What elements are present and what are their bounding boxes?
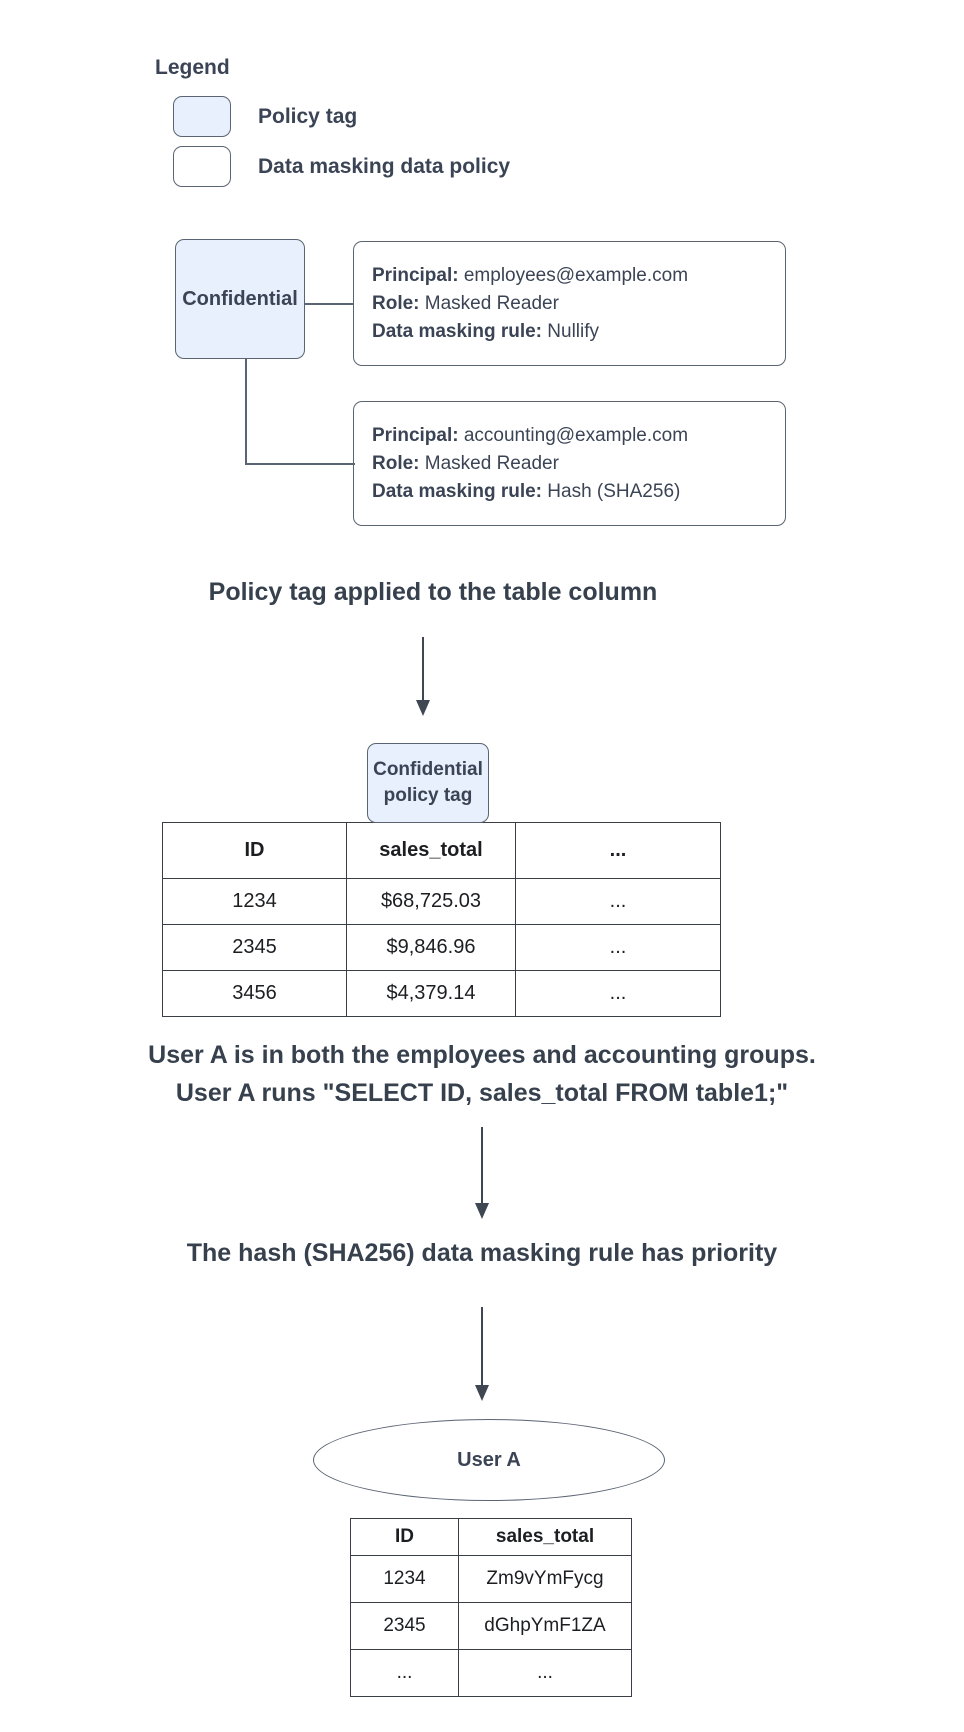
- source-table-header-sales-total: sales_total: [347, 823, 516, 879]
- user-a-node: [313, 1419, 665, 1501]
- source-table: [162, 822, 721, 1017]
- result-table-header-row: [351, 1519, 632, 1556]
- legend-swatch-data-policy: [173, 146, 231, 187]
- arrow-down-2-line: [481, 1127, 483, 1204]
- heading-user-groups-line2: User A runs "SELECT ID, sales_total FROM table1;": [175, 1079, 789, 1107]
- heading-policy-tag-applied: Policy tag applied to the table column: [208, 578, 658, 606]
- source-table-header-more: ...: [516, 823, 721, 879]
- data-policy-box-employees: [353, 241, 786, 366]
- heading-user-groups: [0, 1036, 964, 1112]
- policy-tag-node-label: Confidential: [182, 287, 298, 310]
- policy-tag-node-confidential: [175, 239, 305, 359]
- source-table-header-id: ID: [163, 823, 347, 879]
- confidential-policy-tag-label: Confidential policy tag: [373, 759, 483, 806]
- data-policy-box-accounting: [353, 401, 786, 526]
- policy-role-line: Role: Masked Reader: [372, 452, 559, 474]
- result-table: [350, 1518, 632, 1697]
- result-table-row: 2345 dGhpYmF1ZA: [351, 1603, 632, 1650]
- connector-confidential-to-employees: [304, 303, 353, 305]
- policy-role-line: Role: Masked Reader: [372, 292, 559, 314]
- policy-rule-line: Data masking rule: Hash (SHA256): [372, 480, 681, 502]
- arrow-down-1-line: [422, 637, 424, 701]
- arrow-down-3-line: [481, 1307, 483, 1386]
- policy-principal-line: Principal: employees@example.com: [372, 264, 689, 286]
- result-table-row: 1234 Zm9vYmFycg: [351, 1556, 632, 1603]
- source-table-row: 2345 $9,846.96 ...: [163, 925, 721, 971]
- result-table-row: ... ...: [351, 1650, 632, 1697]
- result-table-header-sales-total: sales_total: [459, 1519, 632, 1556]
- user-a-label: User A: [457, 1448, 521, 1471]
- legend-swatch-policy-tag: [173, 96, 231, 137]
- heading-user-groups-line1: User A is in both the employees and accounting groups.: [148, 1041, 816, 1069]
- legend-label-policy-tag: Policy tag: [258, 105, 358, 128]
- legend-label-data-policy: Data masking data policy: [258, 155, 511, 178]
- result-table-header-id: ID: [351, 1519, 459, 1556]
- heading-hash-priority: The hash (SHA256) data masking rule has priority: [186, 1239, 778, 1267]
- policy-principal-line: Principal: accounting@example.com: [372, 424, 689, 446]
- arrow-down-1-head: [416, 700, 430, 716]
- confidential-policy-tag-badge: [367, 743, 489, 823]
- connector-confidential-to-accounting: [245, 463, 355, 465]
- source-table-row: 1234 $68,725.03 ...: [163, 879, 721, 925]
- source-table-row: 3456 $4,379.14 ...: [163, 971, 721, 1017]
- policy-rule-line: Data masking rule: Nullify: [372, 320, 600, 342]
- connector-confidential-down: [245, 358, 247, 465]
- arrow-down-3-head: [475, 1385, 489, 1401]
- arrow-down-2-head: [475, 1203, 489, 1219]
- legend-title: Legend: [155, 56, 230, 79]
- source-table-header-row: [163, 823, 721, 879]
